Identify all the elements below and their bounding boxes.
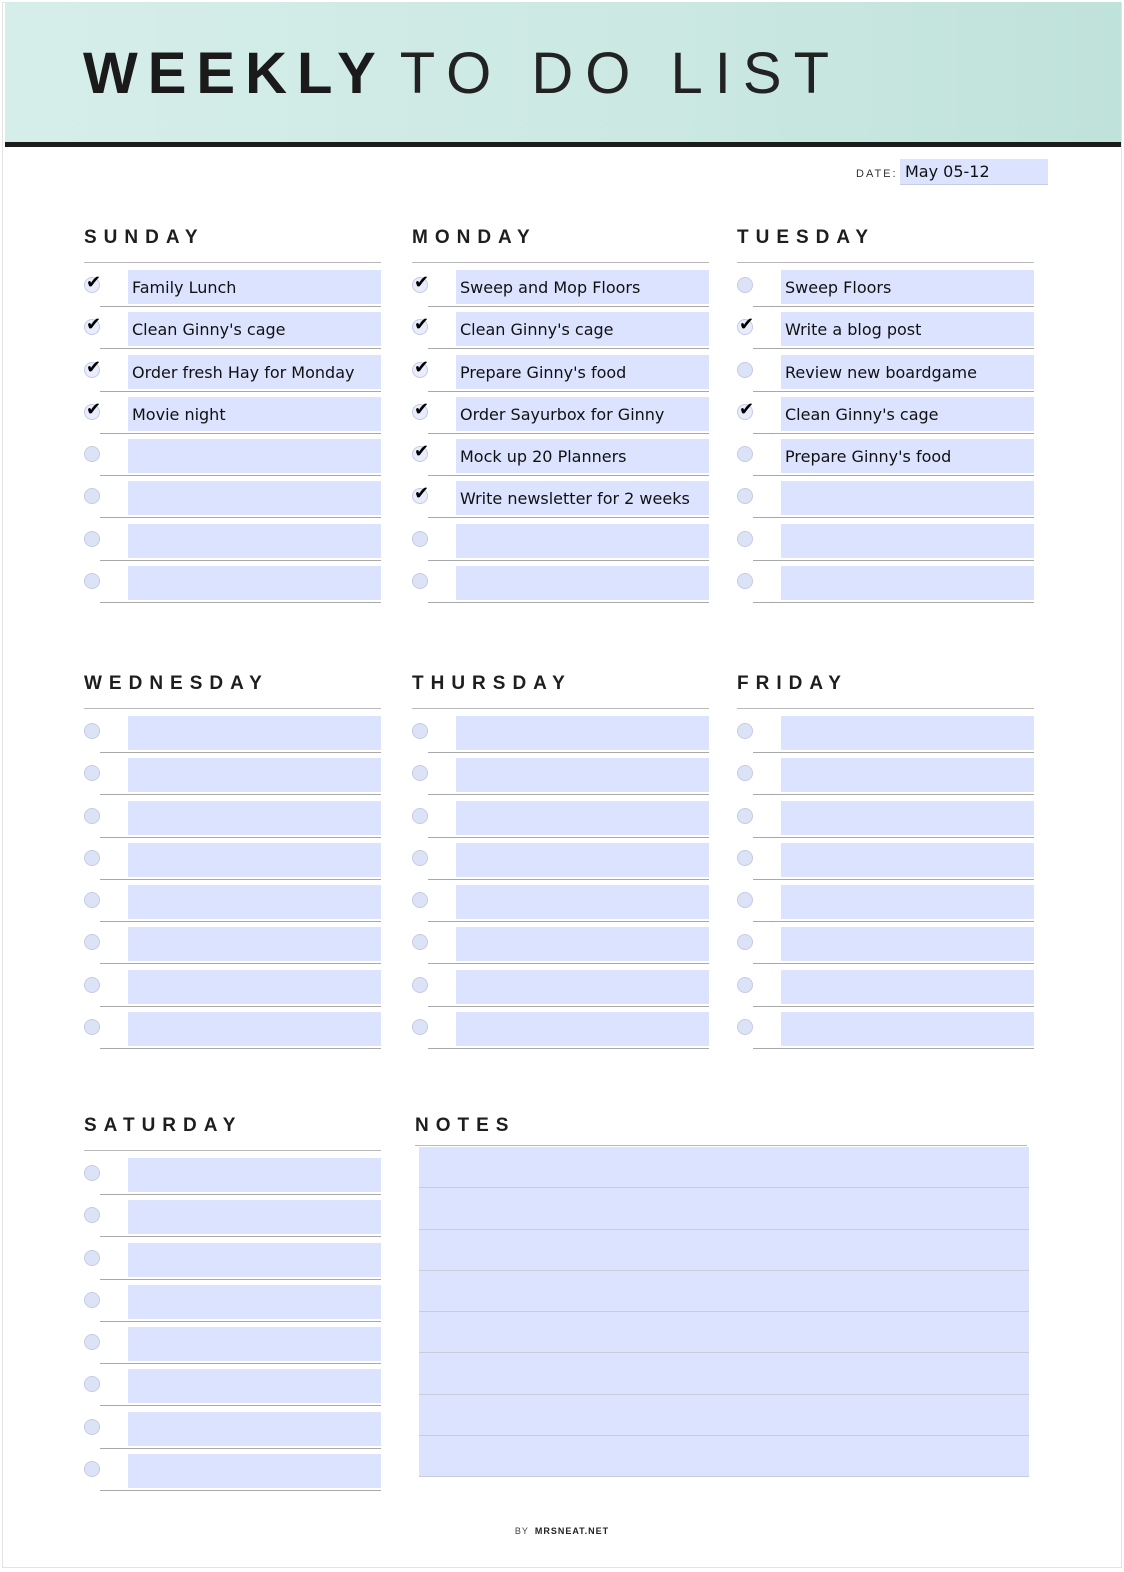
task-row (84, 566, 384, 608)
task-row (737, 312, 1037, 354)
task-list (737, 716, 1037, 1054)
task-checkbox[interactable] (84, 1376, 100, 1392)
row-underline (753, 1048, 1034, 1049)
task-field[interactable] (781, 758, 1034, 792)
row-underline (428, 433, 709, 434)
task-field[interactable] (456, 843, 709, 877)
notes-line-field[interactable] (419, 1271, 1029, 1312)
task-list (84, 270, 384, 608)
task-row (412, 758, 712, 800)
task-field[interactable] (128, 481, 381, 515)
task-checkbox[interactable] (737, 1019, 753, 1035)
task-field[interactable] (128, 843, 381, 877)
task-field[interactable] (128, 1012, 381, 1046)
day-divider (84, 1150, 381, 1151)
row-underline (100, 752, 381, 753)
task-checkbox[interactable] (84, 362, 100, 378)
task-row (737, 397, 1037, 439)
task-field[interactable] (128, 758, 381, 792)
task-field[interactable] (128, 439, 381, 473)
day-title: MONDAY (412, 227, 537, 248)
row-underline (100, 1194, 381, 1195)
day-divider (412, 708, 709, 709)
task-checkbox[interactable] (412, 765, 428, 781)
task-field[interactable] (781, 927, 1034, 961)
task-field[interactable]: Mock up 20 Planners (456, 439, 709, 473)
row-underline (100, 391, 381, 392)
task-field[interactable] (128, 885, 381, 919)
row-underline (100, 921, 381, 922)
row-underline (753, 306, 1034, 307)
task-checkbox[interactable] (84, 277, 100, 293)
task-field[interactable] (456, 566, 709, 600)
row-underline (100, 1321, 381, 1322)
task-checkbox[interactable] (737, 892, 753, 908)
task-field[interactable]: Movie night (128, 397, 381, 431)
task-row (412, 716, 712, 758)
row-underline (100, 837, 381, 838)
task-field[interactable] (781, 524, 1034, 558)
notes-lines (419, 1147, 1029, 1477)
task-row (412, 397, 712, 439)
task-checkbox[interactable] (84, 446, 100, 462)
task-field[interactable] (456, 801, 709, 835)
task-checkbox[interactable] (84, 1250, 100, 1266)
task-row (84, 355, 384, 397)
task-field[interactable] (456, 524, 709, 558)
task-field[interactable] (128, 801, 381, 835)
task-row (84, 1200, 384, 1242)
task-field[interactable]: Order Sayurbox for Ginny (456, 397, 709, 431)
task-checkbox[interactable] (412, 808, 428, 824)
task-list (412, 716, 712, 1054)
task-checkbox[interactable] (737, 404, 753, 420)
task-checkbox[interactable] (412, 892, 428, 908)
task-checkbox[interactable] (737, 488, 753, 504)
task-checkbox[interactable] (84, 1419, 100, 1435)
task-row (412, 439, 712, 481)
task-checkbox[interactable] (737, 934, 753, 950)
task-row (412, 970, 712, 1012)
task-row (412, 355, 712, 397)
task-checkbox[interactable] (737, 446, 753, 462)
footer (2, 1526, 1122, 1536)
task-row (84, 970, 384, 1012)
task-checkbox[interactable] (84, 488, 100, 504)
task-row (84, 716, 384, 758)
task-row (737, 885, 1037, 927)
task-field[interactable]: Sweep and Mop Floors (456, 270, 709, 304)
task-list (737, 270, 1037, 608)
task-row (737, 843, 1037, 885)
task-row (737, 716, 1037, 758)
task-row (412, 1012, 712, 1054)
row-underline (428, 963, 709, 964)
task-checkbox[interactable] (84, 977, 100, 993)
task-field[interactable]: Clean Ginny's cage (781, 397, 1034, 431)
row-underline (100, 1363, 381, 1364)
task-field[interactable] (128, 1158, 381, 1192)
day-divider (737, 262, 1034, 263)
task-checkbox[interactable] (84, 573, 100, 589)
task-row (737, 439, 1037, 481)
notes-line-field[interactable] (419, 1312, 1029, 1353)
task-list (84, 1158, 384, 1496)
notes-line-field[interactable] (419, 1147, 1029, 1188)
task-checkbox[interactable] (412, 531, 428, 547)
day-divider (84, 262, 381, 263)
task-field[interactable] (781, 566, 1034, 600)
task-checkbox[interactable] (737, 573, 753, 589)
task-row (84, 927, 384, 969)
task-row (84, 312, 384, 354)
task-row (84, 481, 384, 523)
task-checkbox[interactable] (84, 1165, 100, 1181)
task-checkbox[interactable] (737, 723, 753, 739)
row-underline (100, 1236, 381, 1237)
notes-line-field[interactable] (419, 1353, 1029, 1394)
task-row (737, 927, 1037, 969)
row-underline (428, 837, 709, 838)
page-title (83, 42, 841, 106)
task-field[interactable] (456, 716, 709, 750)
task-row (84, 1158, 384, 1200)
task-field[interactable]: Prepare Ginny's food (781, 439, 1034, 473)
task-field[interactable]: Write a blog post (781, 312, 1034, 346)
row-underline (100, 348, 381, 349)
row-underline (428, 391, 709, 392)
row-underline (100, 475, 381, 476)
task-row (84, 1454, 384, 1496)
task-field[interactable] (128, 1285, 381, 1319)
task-checkbox[interactable] (412, 723, 428, 739)
task-field[interactable] (128, 524, 381, 558)
row-underline (428, 475, 709, 476)
task-field[interactable] (456, 885, 709, 919)
task-row (412, 801, 712, 843)
title-bold: WEEKLY (83, 41, 386, 106)
task-field[interactable] (456, 970, 709, 1004)
notes-line-field[interactable] (419, 1230, 1029, 1271)
task-checkbox[interactable] (737, 765, 753, 781)
row-underline (753, 560, 1034, 561)
task-checkbox[interactable] (412, 277, 428, 293)
task-row (84, 758, 384, 800)
task-field[interactable] (781, 801, 1034, 835)
task-checkbox[interactable] (84, 1207, 100, 1223)
task-checkbox[interactable] (84, 319, 100, 335)
footer-by: BY (514, 1526, 529, 1536)
day-title: SATURDAY (84, 1115, 243, 1136)
task-row (412, 481, 712, 523)
row-underline (100, 433, 381, 434)
task-row (412, 524, 712, 566)
row-underline (100, 794, 381, 795)
row-underline (100, 879, 381, 880)
task-row (84, 524, 384, 566)
task-row (84, 843, 384, 885)
task-checkbox[interactable] (737, 808, 753, 824)
task-checkbox[interactable] (737, 319, 753, 335)
task-checkbox[interactable] (84, 1019, 100, 1035)
row-underline (428, 1048, 709, 1049)
row-underline (100, 517, 381, 518)
row-underline (753, 475, 1034, 476)
row-underline (428, 560, 709, 561)
task-row (84, 801, 384, 843)
notes-title: NOTES (415, 1115, 516, 1136)
task-field[interactable] (128, 1369, 381, 1403)
task-row (737, 801, 1037, 843)
task-row (84, 1243, 384, 1285)
task-field[interactable] (128, 1200, 381, 1234)
task-checkbox[interactable] (737, 277, 753, 293)
task-field[interactable] (128, 1412, 381, 1446)
task-field[interactable] (128, 1243, 381, 1277)
row-underline (428, 752, 709, 753)
row-underline (428, 921, 709, 922)
row-underline (753, 602, 1034, 603)
task-checkbox[interactable] (84, 723, 100, 739)
day-divider (84, 708, 381, 709)
task-field[interactable] (781, 843, 1034, 877)
row-underline (753, 921, 1034, 922)
task-field[interactable]: Review new boardgame (781, 355, 1034, 389)
task-checkbox[interactable] (737, 850, 753, 866)
row-underline (753, 879, 1034, 880)
task-field[interactable] (128, 1454, 381, 1488)
task-checkbox[interactable] (84, 934, 100, 950)
task-checkbox[interactable] (412, 573, 428, 589)
task-row (737, 1012, 1037, 1054)
task-checkbox[interactable] (412, 446, 428, 462)
task-field[interactable] (781, 481, 1034, 515)
task-row (84, 270, 384, 312)
task-row (84, 439, 384, 481)
day-title: FRIDAY (737, 673, 848, 694)
date-label: DATE: (856, 168, 898, 180)
task-row (737, 270, 1037, 312)
row-underline (100, 963, 381, 964)
task-field[interactable]: Write newsletter for 2 weeks (456, 481, 709, 515)
task-row (737, 970, 1037, 1012)
task-field[interactable]: Prepare Ginny's food (456, 355, 709, 389)
task-field[interactable] (128, 566, 381, 600)
row-underline (753, 348, 1034, 349)
task-field[interactable] (128, 970, 381, 1004)
task-field[interactable]: Sweep Floors (781, 270, 1034, 304)
row-underline (428, 602, 709, 603)
task-list (84, 716, 384, 1054)
task-field[interactable] (781, 1012, 1034, 1046)
task-field[interactable] (781, 970, 1034, 1004)
task-field[interactable]: Clean Ginny's cage (456, 312, 709, 346)
row-underline (428, 879, 709, 880)
task-list (412, 270, 712, 608)
task-row (737, 758, 1037, 800)
task-row (737, 566, 1037, 608)
task-checkbox[interactable] (412, 488, 428, 504)
planner-page (2, 2, 1122, 1568)
task-row (84, 1369, 384, 1411)
day-title: WEDNESDAY (84, 673, 269, 694)
task-row (737, 481, 1037, 523)
row-underline (100, 1405, 381, 1406)
day-title: THURSDAY (412, 673, 572, 694)
task-field[interactable] (456, 1012, 709, 1046)
row-underline (753, 752, 1034, 753)
task-field[interactable]: Family Lunch (128, 270, 381, 304)
title-light: TO DO LIST (399, 41, 842, 106)
task-row (84, 885, 384, 927)
row-underline (753, 1006, 1034, 1007)
row-underline (753, 517, 1034, 518)
day-title: SUNDAY (84, 227, 205, 248)
day-title: TUESDAY (737, 227, 876, 248)
task-row (412, 885, 712, 927)
day-divider (737, 708, 1034, 709)
row-underline (100, 1490, 381, 1491)
row-underline (753, 391, 1034, 392)
task-checkbox[interactable] (737, 977, 753, 993)
task-row (412, 270, 712, 312)
row-underline (100, 560, 381, 561)
task-row (412, 843, 712, 885)
row-underline (428, 1006, 709, 1007)
row-underline (100, 1006, 381, 1007)
task-row (737, 524, 1037, 566)
footer-brand: MRSNEAT.NET (534, 1526, 610, 1536)
task-checkbox[interactable] (412, 404, 428, 420)
task-row (84, 1012, 384, 1054)
task-field[interactable] (128, 716, 381, 750)
task-checkbox[interactable] (84, 1461, 100, 1477)
task-checkbox[interactable] (737, 531, 753, 547)
task-row (84, 1285, 384, 1327)
notes-line-field[interactable] (419, 1395, 1029, 1436)
row-underline (753, 433, 1034, 434)
row-underline (753, 794, 1034, 795)
task-checkbox[interactable] (84, 808, 100, 824)
task-checkbox[interactable] (84, 765, 100, 781)
task-field[interactable] (456, 758, 709, 792)
task-checkbox[interactable] (412, 1019, 428, 1035)
task-field[interactable] (781, 716, 1034, 750)
task-checkbox[interactable] (84, 850, 100, 866)
task-checkbox[interactable] (412, 319, 428, 335)
task-row (412, 312, 712, 354)
task-field[interactable] (128, 927, 381, 961)
row-underline (428, 306, 709, 307)
task-row (737, 355, 1037, 397)
task-checkbox[interactable] (84, 892, 100, 908)
row-underline (100, 306, 381, 307)
row-underline (100, 602, 381, 603)
task-checkbox[interactable] (84, 531, 100, 547)
task-checkbox[interactable] (737, 362, 753, 378)
task-checkbox[interactable] (84, 404, 100, 420)
row-underline (100, 1048, 381, 1049)
task-row (84, 1412, 384, 1454)
notes-line-field[interactable] (419, 1436, 1029, 1477)
row-underline (100, 1448, 381, 1449)
task-checkbox[interactable] (412, 850, 428, 866)
date-field[interactable]: May 05-12 (900, 159, 1048, 185)
row-underline (428, 517, 709, 518)
row-underline (753, 837, 1034, 838)
task-checkbox[interactable] (412, 977, 428, 993)
task-row (412, 927, 712, 969)
task-row (84, 397, 384, 439)
task-checkbox[interactable] (412, 934, 428, 950)
task-field[interactable] (781, 885, 1034, 919)
task-checkbox[interactable] (412, 362, 428, 378)
task-field[interactable] (128, 1327, 381, 1361)
task-checkbox[interactable] (84, 1292, 100, 1308)
task-row (84, 1327, 384, 1369)
task-field[interactable] (456, 927, 709, 961)
task-checkbox[interactable] (84, 1334, 100, 1350)
row-underline (428, 794, 709, 795)
notes-line-field[interactable] (419, 1188, 1029, 1229)
row-underline (753, 963, 1034, 964)
row-underline (428, 348, 709, 349)
task-row (412, 566, 712, 608)
notes-rule (415, 1145, 1027, 1146)
day-divider (412, 262, 709, 263)
task-field[interactable]: Clean Ginny's cage (128, 312, 381, 346)
header-banner (5, 2, 1121, 147)
row-underline (100, 1279, 381, 1280)
task-field[interactable]: Order fresh Hay for Monday (128, 355, 381, 389)
